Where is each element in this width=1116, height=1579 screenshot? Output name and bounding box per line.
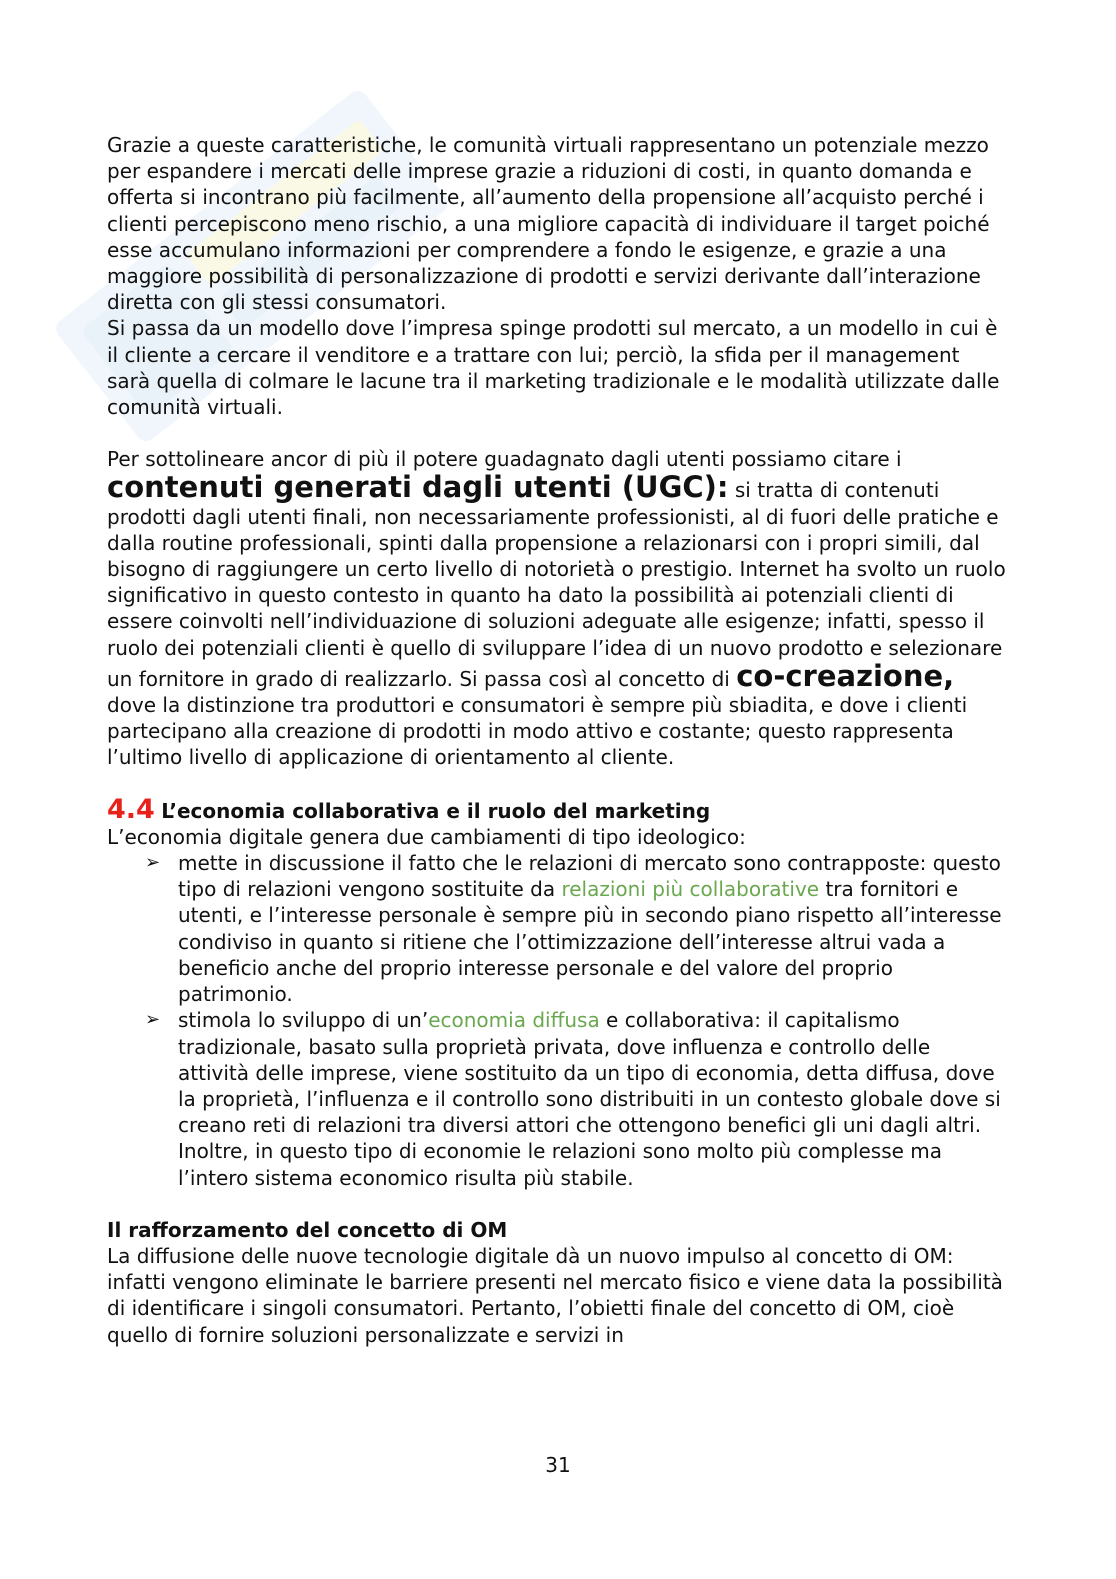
ugc-text-c: dove la distinzione tra produttori e consumatori è sempre più sbiadita, e dove i clienti partecipano alla creazione di prodotti in modo attivo e costante; questo rappresenta l’ultimo livello di applicazione di orientamento al cliente.: [107, 693, 968, 770]
bullet1-text-a: mette in discussione il fatto che le relazioni di mercato sono contrapposte: questo tipo di relazioni vengono sostituite da: [178, 851, 1001, 902]
paragraph-ugc: [107, 446, 1007, 770]
subheading: Il rafforzamento del concetto di OM: [107, 1217, 508, 1242]
bullet2-text-b: e collaborativa: il capitalismo tradizionale, basato sulla proprietà privata, dove influenza e controllo delle attività delle imprese, viene sostituito da un tipo di economia, detta diffusa, dove la proprietà, l’influenza e il controllo sono distribuiti in un contesto globale dove si creano reti di relazioni tra diversi attori che ottengono benefici gli uni dagli altri. Inoltre, in questo tipo di economie le relazioni sono molto più complesse ma l’intero sistema economico risulta più stabile.: [178, 1008, 1001, 1190]
document-body: [107, 132, 1007, 1348]
page-number: 31: [545, 1453, 571, 1477]
arrow-bullet-icon: ➢: [145, 852, 161, 874]
paragraph-business-model: Si passa da un modello dove l’impresa spinge prodotti sul mercato, a un modello in cui è il cliente a cercare il venditore e a trattare con lui; perciò, la sfida per il management sarà quella di colmare le lacune tra il marketing tradizionale e le modalità utilizzate dalle comunità virtuali.: [107, 316, 1000, 420]
paragraph-virtual-communities: Grazie a queste caratteristiche, le comunità virtuali rappresentano un potenziale mezzo per espandere i mercati delle imprese grazie a riduzioni di costi, in quanto domanda e offerta si incontrano più facilmente, all’aumento della propensione all’acquisto perché i clienti percepiscono meno rischio, a una migliore capacità di individuare il target poiché esse accumulano informazioni per comprendere a fondo le esigenze, e grazie a una maggiore possibilità di personalizzazione di prodotti e servizi derivante dall’interazione diretta con gli stessi consumatori.: [107, 133, 990, 315]
list-item: [145, 1007, 1007, 1190]
bullet2-text-a: stimola lo sviluppo di un’: [178, 1008, 429, 1033]
ugc-text-a: Per sottolineare ancor di più il potere guadagnato dagli utenti possiamo citare i: [107, 447, 902, 472]
ugc-term: contenuti generati dagli utenti (UGC):: [107, 470, 729, 505]
bullet2-highlight: economia diffusa: [428, 1008, 600, 1033]
section-heading: [107, 793, 1007, 825]
section-number: 4.4: [107, 793, 155, 825]
list-item: [145, 850, 1007, 1007]
bullet1-text-b: tra fornitori e utenti, e l’interesse personale è sempre più in secondo piano rispetto all’interesse condiviso in quanto si ritiene che l’ottimizzazione dell’interesse altrui vada a beneficio anche del proprio interesse personale e del valore del proprio patrimonio.: [178, 877, 1002, 1007]
ugc-text-b: si tratta di contenuti prodotti dagli utenti finali, non necessariamente professionisti, al di fuori delle pratiche e dalla routine professionali, spinti dalla propensione a relazionarsi con i propri simili, dal bisogno di raggiungere un certo livello di notorietà o prestigio. Internet ha svolto un ruolo significativo in questo contesto in quanto ha dato la possibilità ai potenziali clienti di essere coinvolti nell’individuazione di soluzioni adeguate alle esigenze; infatti, spesso il ruolo dei potenziali clienti è quello di sviluppare l’idea di un nuovo prodotto e selezionare un fornitore in grado di realizzarlo. Si passa così al concetto di: [107, 478, 1006, 691]
arrow-bullet-icon: ➢: [145, 1009, 161, 1031]
bullet-list: [107, 850, 1007, 1191]
section-intro: L’economia digitale genera due cambiamenti di tipo ideologico:: [107, 824, 746, 849]
section-title: L’economia collaborativa e il ruolo del marketing: [161, 798, 711, 823]
paragraph-om: La diffusione delle nuove tecnologie digitale dà un nuovo impulso al concetto di OM: infatti vengono eliminate le barriere presenti nel mercato fisico e viene data la possibilità di identificare i singoli consumatori. Pertanto, l’obietti finale del concetto di OM, cioè quello di fornire soluzioni personalizzate e servizi in: [107, 1243, 1003, 1347]
cocreazione-term: co-creazione,: [736, 658, 955, 693]
bullet1-highlight: relazioni più collaborative: [561, 877, 820, 902]
